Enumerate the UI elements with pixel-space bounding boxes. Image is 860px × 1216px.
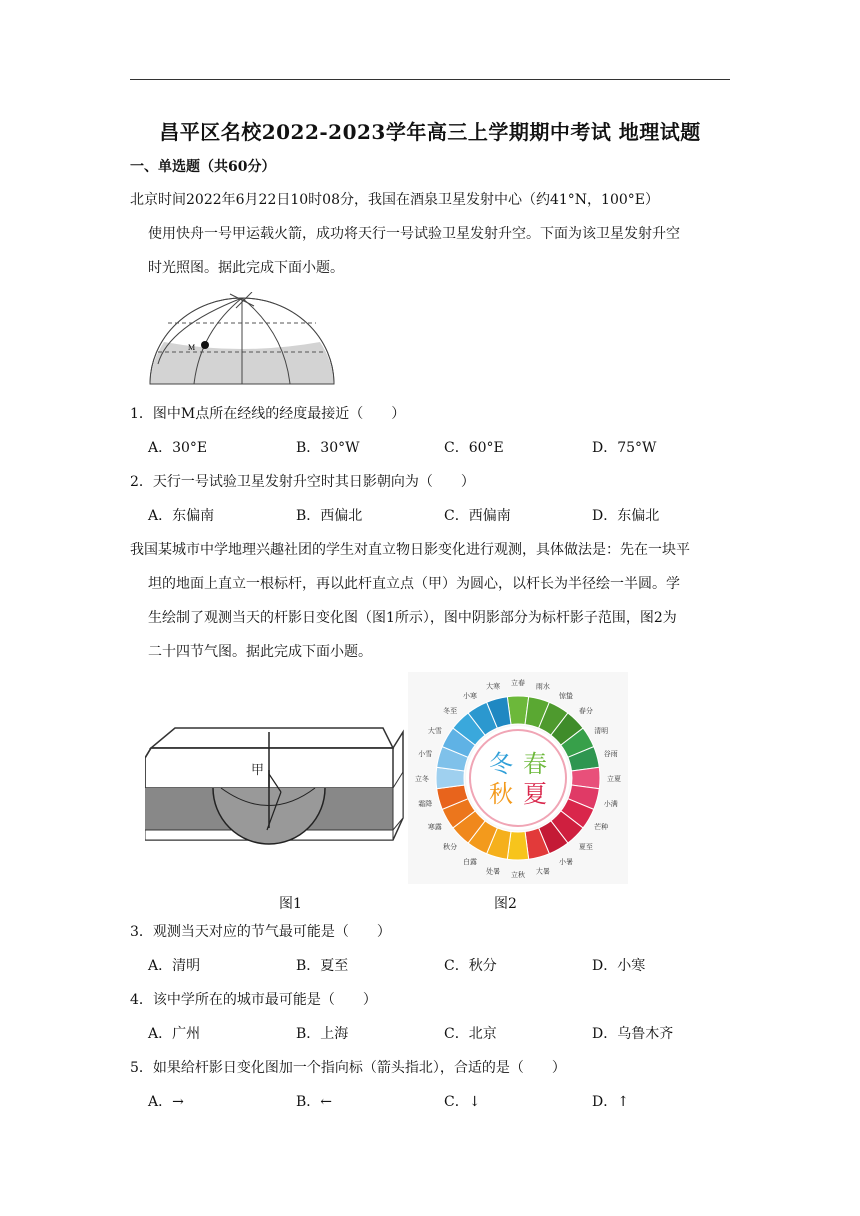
q4-stem: 4．该中学所在的城市最可能是（ ） [130,992,377,1008]
illumination-figure [144,292,340,388]
solar-term-label: 惊蛰 [559,691,573,700]
center-winter: 冬 [489,750,513,778]
solar-term-label: 白露 [463,858,477,867]
solar-term-label: 芒种 [594,823,609,831]
q3-stem: 3．观测当天对应的节气最可能是（ ） [130,924,391,940]
q4-option-c[interactable]: C．北京 [444,1026,497,1042]
q2-option-a[interactable]: A．东偏南 [148,508,215,524]
solar-term-label: 小雪 [418,750,433,759]
passage2-line4: 二十四节气图。据此完成下面小题。 [148,644,372,660]
q1-option-d[interactable]: D．75°W [592,440,657,456]
q5-option-a[interactable]: A．→ [148,1094,184,1110]
q1-option-b[interactable]: B．30°W [296,440,360,456]
figure1-shadow-diagram [145,718,405,858]
solar-term-label: 立夏 [607,775,621,783]
center-spring: 春 [523,750,547,778]
header-rule [130,79,730,80]
page-title: 昌平区名校2022-2023学年高三上学期期中考试 地理试题 [159,120,701,144]
q4-option-d[interactable]: D．乌鲁木齐 [592,1026,674,1042]
q4-option-b[interactable]: B．上海 [296,1026,349,1042]
solar-term-label: 谷雨 [603,750,618,759]
section-heading: 一、单选题（共60分） [130,159,276,175]
q2-option-b[interactable]: B．西偏北 [296,508,363,524]
label-jia: 甲 [251,763,265,778]
passage1-line3: 时光照图。据此完成下面小题。 [148,260,344,276]
solar-term-label: 大寒 [486,682,501,691]
q5-option-b[interactable]: B．← [296,1094,333,1110]
q5-option-d[interactable]: D．↑ [592,1094,629,1110]
q1-stem: 1．图中M点所在经线的经度最接近（ ） [130,406,406,422]
figure1-caption: 图1 [279,896,302,912]
solar-term-label: 夏至 [578,842,593,851]
solar-term-label: 清明 [594,727,609,735]
solar-term-label: 秋分 [443,842,458,851]
solar-term-label: 立春 [511,679,525,687]
solar-term-label: 霜降 [418,799,433,808]
solar-term-label: 立秋 [511,871,525,879]
q5-option-c[interactable]: C．↓ [444,1094,481,1110]
q1-option-a[interactable]: A．30°E [148,440,208,456]
passage2-line2: 坦的地面上直立一根标杆，再以此杆直立点（甲）为圆心，以杆长为半径绘一半圆。学 [148,576,680,592]
q2-stem: 2．天行一号试验卫星发射升空时其日影朝向为（ ） [130,474,475,490]
solar-term-label: 处暑 [486,867,501,876]
figure2-caption: 图2 [494,896,517,912]
passage1-line1: 北京时间2022年6月22日10时08分，我国在酒泉卫星发射中心（约41°N，100°E） [130,192,659,208]
q2-option-d[interactable]: D．东偏北 [592,508,660,524]
center-summer: 夏 [523,780,547,808]
solar-term-label: 寒露 [427,823,442,831]
solar-term-label: 大雪 [427,727,442,735]
solar-term-label: 小满 [603,799,618,808]
label-m: M [188,343,196,352]
point-m [201,341,209,349]
passage2-line3: 生绘制了观测当天的杆影日变化图（图1所示），图中阴影部分为标杆影子范围，图2为 [148,610,677,626]
q3-option-b[interactable]: B．夏至 [296,958,349,974]
passage1-line2: 使用快舟一号甲运载火箭，成功将天行一号试验卫星发射升空。下面为该卫星发射升空 [148,226,680,242]
q2-option-c[interactable]: C．西偏南 [444,508,511,524]
figure2-solar-terms-wheel [408,672,628,884]
solar-term-label: 立冬 [415,775,429,783]
solar-term-label: 小寒 [463,691,477,700]
q5-stem: 5．如果给杆影日变化图加一个指向标（箭头指北），合适的是（ ） [130,1060,566,1076]
q3-option-a[interactable]: A．清明 [148,958,201,974]
q1-option-c[interactable]: C．60°E [444,440,504,456]
solar-term-label: 小暑 [559,858,573,867]
q3-option-c[interactable]: C．秋分 [444,958,497,974]
q4-option-a[interactable]: A．广州 [148,1026,201,1042]
solar-term-label: 春分 [578,707,593,716]
solar-term-label: 雨水 [535,682,550,691]
center-autumn: 秋 [489,780,513,808]
q3-option-d[interactable]: D．小寒 [592,958,646,974]
passage2-line1: 我国某城市中学地理兴趣社团的学生对直立物日影变化进行观测，具体做法是：先在一块平 [130,542,690,558]
solar-term-label: 冬至 [443,707,458,716]
solar-term-label: 大暑 [535,867,550,876]
